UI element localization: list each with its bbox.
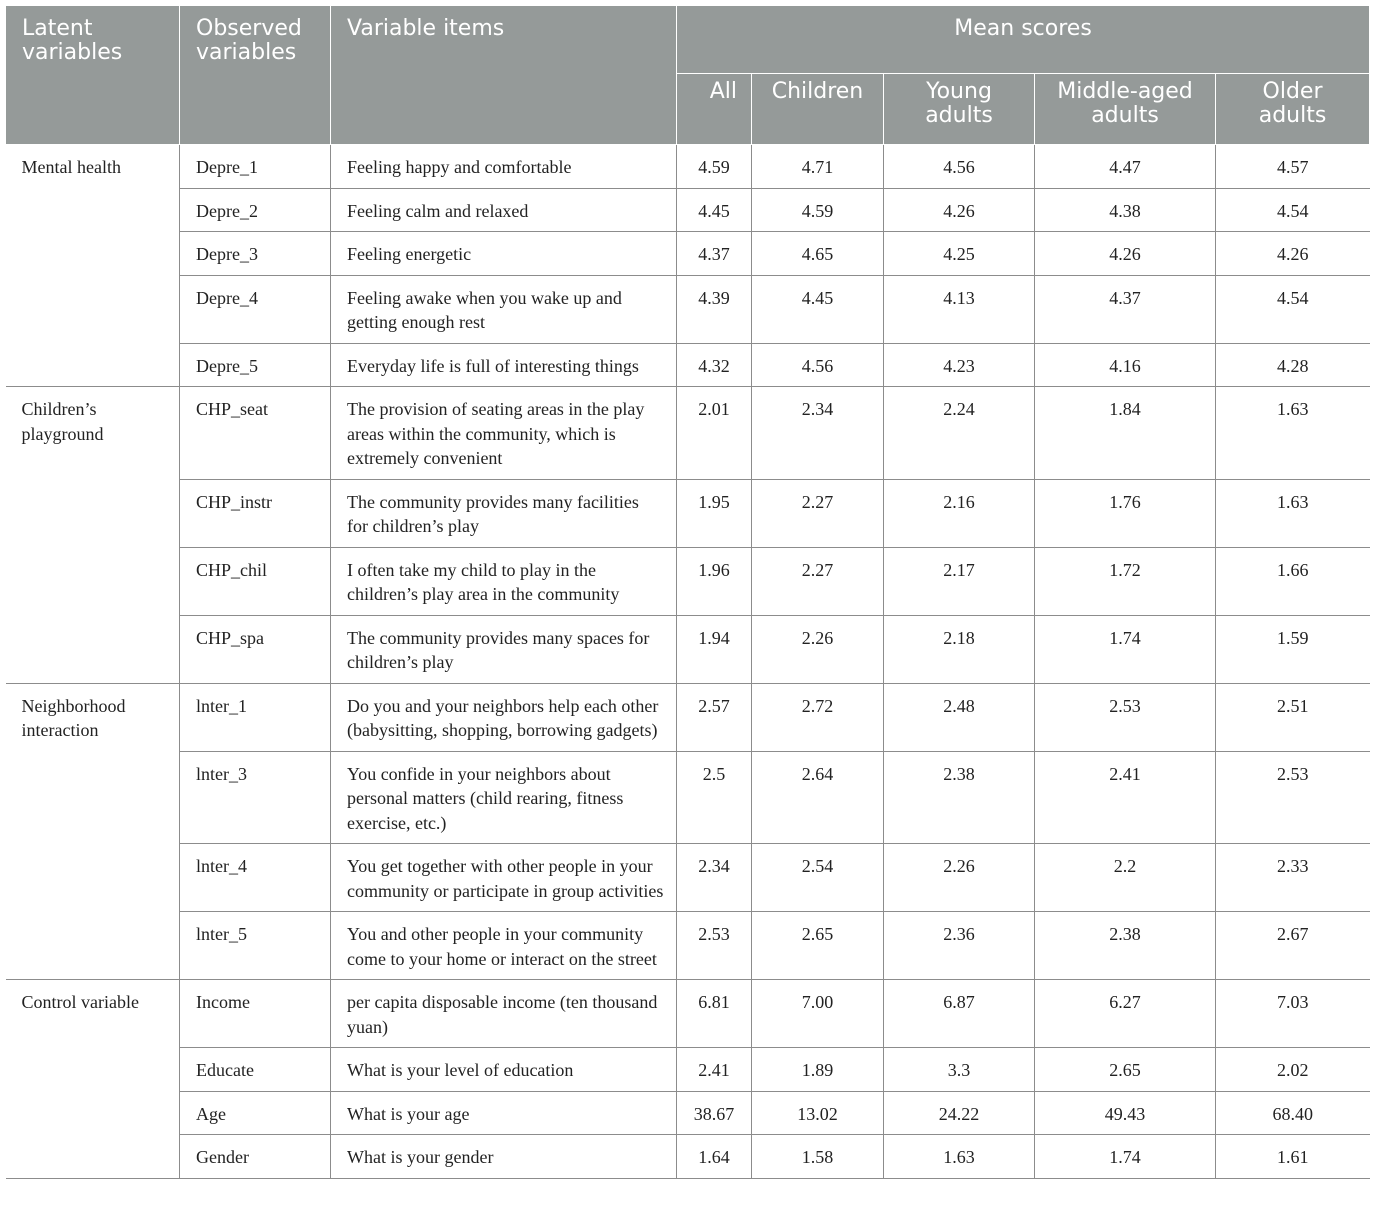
variable-item-cell: You confide in your neighbors about personal matters (child rearing, fitness exercise, etc.) <box>331 751 677 844</box>
score-young-adults: 24.22 <box>884 1091 1035 1135</box>
score-middle-aged-adults: 4.38 <box>1035 188 1216 232</box>
observed-variable-cell: lnter_5 <box>180 912 331 980</box>
score-all: 4.37 <box>677 232 752 276</box>
header-group-older-adults: Older adults <box>1216 74 1370 145</box>
observed-variable-cell: CHP_instr <box>180 479 331 547</box>
score-older-adults: 4.26 <box>1216 232 1370 276</box>
score-all: 38.67 <box>677 1091 752 1135</box>
variable-item-cell: Feeling calm and relaxed <box>331 188 677 232</box>
score-middle-aged-adults: 1.84 <box>1035 387 1216 480</box>
score-young-adults: 2.16 <box>884 479 1035 547</box>
variable-item-cell: per capita disposable income (ten thousand yuan) <box>331 980 677 1048</box>
score-middle-aged-adults: 4.26 <box>1035 232 1216 276</box>
table-row <box>6 479 1370 547</box>
table-row <box>6 751 1370 844</box>
score-middle-aged-adults: 6.27 <box>1035 980 1216 1048</box>
observed-variable-cell: Depre_3 <box>180 232 331 276</box>
table-row <box>6 1091 1370 1135</box>
header-group-all: All <box>677 74 752 145</box>
variable-item-cell: The community provides many facilities for children’s play <box>331 479 677 547</box>
score-all: 4.59 <box>677 145 752 189</box>
observed-variable-cell: Educate <box>180 1048 331 1092</box>
score-all: 1.94 <box>677 615 752 683</box>
score-all: 4.39 <box>677 275 752 343</box>
score-children: 1.89 <box>752 1048 884 1092</box>
score-middle-aged-adults: 49.43 <box>1035 1091 1216 1135</box>
observed-variable-cell: Depre_4 <box>180 275 331 343</box>
score-all: 1.95 <box>677 479 752 547</box>
score-older-adults: 2.53 <box>1216 751 1370 844</box>
table-row <box>6 343 1370 387</box>
score-children: 2.64 <box>752 751 884 844</box>
score-middle-aged-adults: 2.38 <box>1035 912 1216 980</box>
score-middle-aged-adults: 4.16 <box>1035 343 1216 387</box>
score-young-adults: 2.26 <box>884 844 1035 912</box>
observed-variable-cell: Age <box>180 1091 331 1135</box>
score-young-adults: 4.13 <box>884 275 1035 343</box>
score-young-adults: 2.38 <box>884 751 1035 844</box>
score-young-adults: 4.23 <box>884 343 1035 387</box>
header-group-children: Children <box>752 74 884 145</box>
score-middle-aged-adults: 2.2 <box>1035 844 1216 912</box>
latent-variable-cell: Neighborhood interaction <box>6 683 180 980</box>
latent-variable-cell: Mental health <box>6 145 180 387</box>
header-variable-items: Variable items <box>331 6 677 145</box>
table-row <box>6 615 1370 683</box>
score-young-adults: 6.87 <box>884 980 1035 1048</box>
score-middle-aged-adults: 2.41 <box>1035 751 1216 844</box>
score-young-adults: 2.18 <box>884 615 1035 683</box>
score-all: 1.64 <box>677 1135 752 1179</box>
score-children: 4.59 <box>752 188 884 232</box>
variable-item-cell: Everyday life is full of interesting things <box>331 343 677 387</box>
variable-item-cell: What is your age <box>331 1091 677 1135</box>
score-children: 4.45 <box>752 275 884 343</box>
score-older-adults: 4.57 <box>1216 145 1370 189</box>
table-row <box>6 844 1370 912</box>
variable-item-cell: Feeling happy and comfortable <box>331 145 677 189</box>
observed-variable-cell: lnter_3 <box>180 751 331 844</box>
score-older-adults: 2.02 <box>1216 1048 1370 1092</box>
variable-item-cell: Feeling awake when you wake up and getting enough rest <box>331 275 677 343</box>
score-young-adults: 4.26 <box>884 188 1035 232</box>
score-young-adults: 3.3 <box>884 1048 1035 1092</box>
score-all: 6.81 <box>677 980 752 1048</box>
observed-variable-cell: Gender <box>180 1135 331 1179</box>
header-latent-variables: Latent variables <box>6 6 180 145</box>
table-row <box>6 912 1370 980</box>
score-all: 2.57 <box>677 683 752 751</box>
score-all: 2.5 <box>677 751 752 844</box>
table-row <box>6 188 1370 232</box>
score-older-adults: 1.63 <box>1216 387 1370 480</box>
score-children: 2.65 <box>752 912 884 980</box>
table-row <box>6 683 1370 751</box>
header-group-middle-aged-adults: Middle-aged adults <box>1035 74 1216 145</box>
score-children: 2.54 <box>752 844 884 912</box>
score-all: 2.53 <box>677 912 752 980</box>
score-older-adults: 7.03 <box>1216 980 1370 1048</box>
latent-variable-cell: Control variable <box>6 980 180 1179</box>
score-all: 4.32 <box>677 343 752 387</box>
score-middle-aged-adults: 1.76 <box>1035 479 1216 547</box>
score-children: 2.72 <box>752 683 884 751</box>
table-row <box>6 547 1370 615</box>
score-older-adults: 1.66 <box>1216 547 1370 615</box>
variable-item-cell: You get together with other people in your community or participate in group activities <box>331 844 677 912</box>
table-row <box>6 1048 1370 1092</box>
score-children: 2.34 <box>752 387 884 480</box>
score-children: 1.58 <box>752 1135 884 1179</box>
observed-variable-cell: lnter_4 <box>180 844 331 912</box>
table-row <box>6 275 1370 343</box>
score-young-adults: 2.24 <box>884 387 1035 480</box>
score-older-adults: 4.54 <box>1216 188 1370 232</box>
score-children: 13.02 <box>752 1091 884 1135</box>
score-children: 4.71 <box>752 145 884 189</box>
score-older-adults: 2.33 <box>1216 844 1370 912</box>
score-middle-aged-adults: 4.47 <box>1035 145 1216 189</box>
variable-item-cell: Feeling energetic <box>331 232 677 276</box>
table-header <box>6 6 1370 145</box>
table-row <box>6 387 1370 480</box>
score-older-adults: 2.67 <box>1216 912 1370 980</box>
score-children: 2.26 <box>752 615 884 683</box>
observed-variable-cell: lnter_1 <box>180 683 331 751</box>
latent-variable-cell: Children’s playground <box>6 387 180 684</box>
score-all: 2.41 <box>677 1048 752 1092</box>
score-young-adults: 2.48 <box>884 683 1035 751</box>
score-children: 2.27 <box>752 547 884 615</box>
score-young-adults: 4.25 <box>884 232 1035 276</box>
score-young-adults: 2.36 <box>884 912 1035 980</box>
score-young-adults: 1.63 <box>884 1135 1035 1179</box>
score-children: 7.00 <box>752 980 884 1048</box>
score-older-adults: 4.54 <box>1216 275 1370 343</box>
mean-scores-table <box>5 5 1370 1179</box>
score-all: 4.45 <box>677 188 752 232</box>
score-older-adults: 68.40 <box>1216 1091 1370 1135</box>
variable-item-cell: What is your level of education <box>331 1048 677 1092</box>
observed-variable-cell: Depre_2 <box>180 188 331 232</box>
score-older-adults: 1.63 <box>1216 479 1370 547</box>
score-young-adults: 4.56 <box>884 145 1035 189</box>
score-older-adults: 1.59 <box>1216 615 1370 683</box>
table-row <box>6 1135 1370 1179</box>
observed-variable-cell: Depre_1 <box>180 145 331 189</box>
score-middle-aged-adults: 2.53 <box>1035 683 1216 751</box>
observed-variable-cell: CHP_chil <box>180 547 331 615</box>
header-mean-scores: Mean scores <box>677 6 1370 74</box>
variable-item-cell: What is your gender <box>331 1135 677 1179</box>
score-middle-aged-adults: 1.74 <box>1035 1135 1216 1179</box>
variable-item-cell: The provision of seating areas in the play areas within the community, which is extremely convenient <box>331 387 677 480</box>
header-group-young-adults: Young adults <box>884 74 1035 145</box>
table-row <box>6 980 1370 1048</box>
score-older-adults: 2.51 <box>1216 683 1370 751</box>
table-row <box>6 145 1370 189</box>
variable-item-cell: I often take my child to play in the children’s play area in the community <box>331 547 677 615</box>
score-older-adults: 1.61 <box>1216 1135 1370 1179</box>
header-observed-variables: Observed variables <box>180 6 331 145</box>
score-children: 2.27 <box>752 479 884 547</box>
table-row <box>6 232 1370 276</box>
variable-item-cell: You and other people in your community come to your home or interact on the street <box>331 912 677 980</box>
score-older-adults: 4.28 <box>1216 343 1370 387</box>
observed-variable-cell: Depre_5 <box>180 343 331 387</box>
variable-item-cell: Do you and your neighbors help each other (babysitting, shopping, borrowing gadgets) <box>331 683 677 751</box>
score-middle-aged-adults: 1.74 <box>1035 615 1216 683</box>
observed-variable-cell: CHP_seat <box>180 387 331 480</box>
score-young-adults: 2.17 <box>884 547 1035 615</box>
variable-item-cell: The community provides many spaces for children’s play <box>331 615 677 683</box>
score-all: 2.34 <box>677 844 752 912</box>
score-children: 4.56 <box>752 343 884 387</box>
table-body <box>6 145 1370 1179</box>
observed-variable-cell: CHP_spa <box>180 615 331 683</box>
observed-variable-cell: Income <box>180 980 331 1048</box>
score-middle-aged-adults: 2.65 <box>1035 1048 1216 1092</box>
score-middle-aged-adults: 4.37 <box>1035 275 1216 343</box>
score-all: 2.01 <box>677 387 752 480</box>
score-children: 4.65 <box>752 232 884 276</box>
score-middle-aged-adults: 1.72 <box>1035 547 1216 615</box>
score-all: 1.96 <box>677 547 752 615</box>
